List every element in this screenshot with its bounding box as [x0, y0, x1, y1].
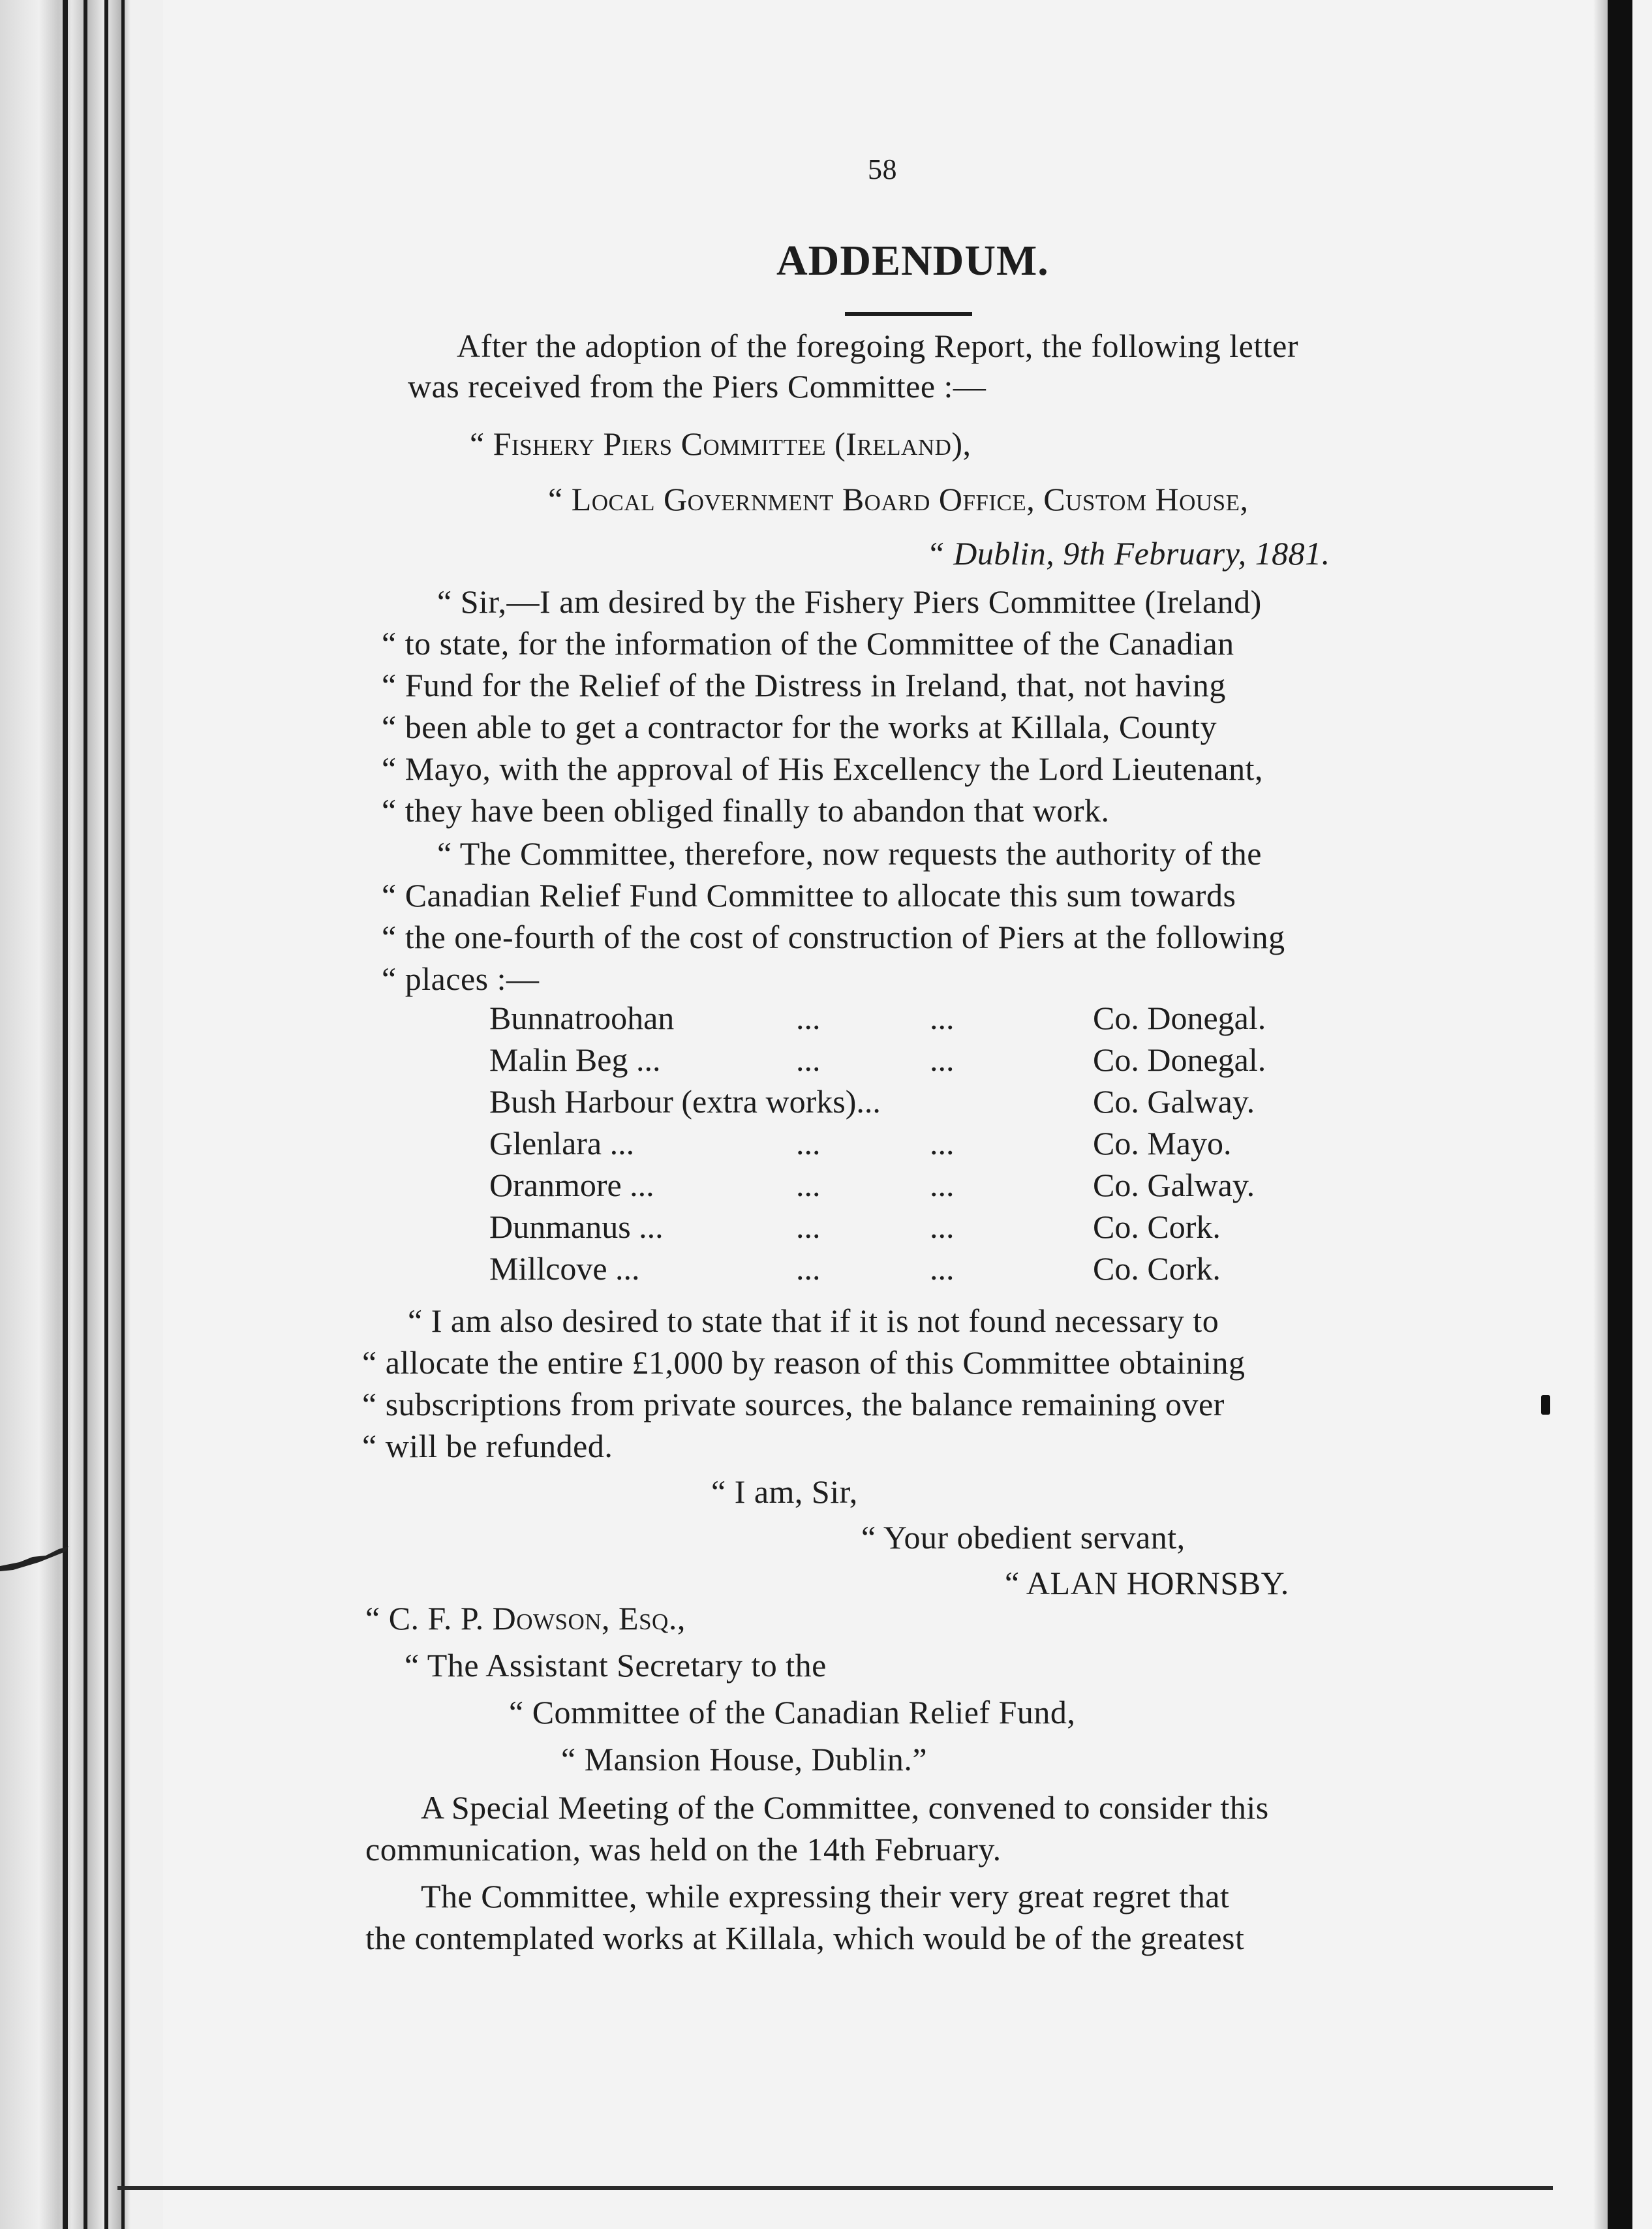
county-name: Co. Cork. — [1093, 1250, 1221, 1287]
leader-dots: ... — [930, 1250, 955, 1287]
list-item — [326, 998, 1396, 1040]
place-name: Dunmanus ... — [489, 1208, 664, 1245]
county-name: Co. Mayo. — [1093, 1125, 1232, 1161]
letter-body-line: “ I am also desired to state that if it is not found necessary to — [408, 1302, 1219, 1339]
paragraph-line: communication, was held on the 14th February. — [365, 1831, 1002, 1868]
paper-tear-mark — [0, 1540, 72, 1579]
letter-body-line: “ Sir,—I am desired by the Fishery Piers Committee (Ireland) — [437, 583, 1262, 620]
page-number: 58 — [868, 153, 897, 185]
letter-header-line: “ Local Government Board Office, Custom House, — [548, 481, 1249, 517]
binding-shadow — [1593, 0, 1608, 2229]
page-stack-edge — [0, 0, 163, 2229]
ink-mark — [1541, 1395, 1550, 1415]
letter-header-line: “ Fishery Piers Committee (Ireland), — [470, 425, 971, 462]
paragraph-line: the contemplated works at Killala, which would be of the greatest — [365, 1920, 1245, 1956]
county-name: Co. Donegal. — [1093, 1041, 1266, 1078]
address-line: “ Committee of the Canadian Relief Fund, — [509, 1694, 1076, 1730]
list-item — [326, 1040, 1396, 1082]
place-name: Millcove ... — [489, 1250, 640, 1287]
place-name: Bunnatroohan — [489, 1000, 675, 1036]
letter-body-line: “ places :— — [382, 961, 540, 997]
page-edge-line — [121, 0, 125, 2229]
letter-body-line: “ The Committee, therefore, now requests the authority of the — [437, 835, 1262, 872]
letter-body-line: “ been able to get a contractor for the works at Killala, County — [382, 709, 1217, 745]
list-item — [326, 1165, 1396, 1207]
letter-body-line: “ the one-fourth of the cost of construction of Piers at the following — [382, 919, 1285, 955]
page-title: ADDENDUM. — [776, 237, 1049, 284]
leader-dots: ... — [930, 1041, 955, 1078]
letter-body-line: “ allocate the entire £1,000 by reason of this Committee obtaining — [362, 1344, 1246, 1381]
letter-body-line: “ Mayo, with the approval of His Excellency the Lord Lieutenant, — [382, 750, 1264, 787]
intro-line: After the adoption of the foregoing Report, the following letter — [457, 328, 1298, 364]
county-name: Co. Donegal. — [1093, 1000, 1266, 1036]
place-name: Glenlara ... — [489, 1125, 635, 1161]
letter-body-line: “ they have been obliged finally to abandon that work. — [382, 792, 1110, 829]
address-line: “ C. F. P. Dowson, Esq., — [365, 1600, 686, 1637]
leader-dots: ... — [930, 1167, 955, 1203]
list-item — [326, 1207, 1396, 1249]
list-item — [326, 1124, 1396, 1165]
title-rule — [845, 312, 972, 316]
signature-line: “ ALAN HORNSBY. — [1005, 1565, 1289, 1601]
letter-body-line: “ Canadian Relief Fund Committee to allocate this sum towards — [382, 877, 1236, 914]
county-name: Co. Galway. — [1093, 1167, 1255, 1203]
paragraph-line: The Committee, while expressing their very great regret that — [421, 1878, 1230, 1914]
list-item — [326, 1249, 1396, 1291]
letter-body-line: “ will be refunded. — [362, 1428, 613, 1464]
list-item — [326, 1082, 1396, 1124]
letter-body-line: “ subscriptions from private sources, the balance remaining over — [362, 1386, 1225, 1422]
closing-line: “ I am, Sir, — [711, 1473, 858, 1510]
place-name: Oranmore ... — [489, 1167, 654, 1203]
county-name: Co. Cork. — [1093, 1208, 1221, 1245]
leader-dots: ... — [796, 1167, 821, 1203]
leader-dots: ... — [796, 1125, 821, 1161]
letter-body-line: “ to state, for the information of the Committee of the Canadian — [382, 625, 1234, 662]
leader-dots: ... — [930, 1125, 955, 1161]
page-edge-line — [84, 0, 87, 2229]
leader-dots: ... — [796, 1041, 821, 1078]
document-page — [326, 137, 1396, 2095]
leader-dots: ... — [796, 1000, 821, 1036]
place-name: Malin Beg ... — [489, 1041, 661, 1078]
leader-dots: ... — [930, 1000, 955, 1036]
address-line: “ Mansion House, Dublin.” — [561, 1741, 928, 1777]
leader-dots: ... — [796, 1208, 821, 1245]
page-edge-line — [104, 0, 108, 2229]
place-name: Bush Harbour (extra works)... — [489, 1083, 881, 1120]
intro-line: was received from the Piers Committee :— — [408, 368, 987, 405]
address-line: “ The Assistant Secretary to the — [405, 1647, 827, 1683]
leader-dots: ... — [930, 1208, 955, 1245]
page-edge-line — [63, 0, 68, 2229]
binding-edge — [1608, 0, 1632, 2229]
letter-date-line: “ Dublin, 9th February, 1881. — [926, 535, 1330, 572]
letter-body-line: “ Fund for the Relief of the Distress in Ireland, that, not having — [382, 667, 1226, 703]
leader-dots: ... — [796, 1250, 821, 1287]
closing-line: “ Your obedient servant, — [861, 1519, 1185, 1556]
paragraph-line: A Special Meeting of the Committee, convened to consider this — [421, 1789, 1269, 1826]
county-name: Co. Galway. — [1093, 1083, 1255, 1120]
page-bottom-edge — [117, 2186, 1553, 2190]
